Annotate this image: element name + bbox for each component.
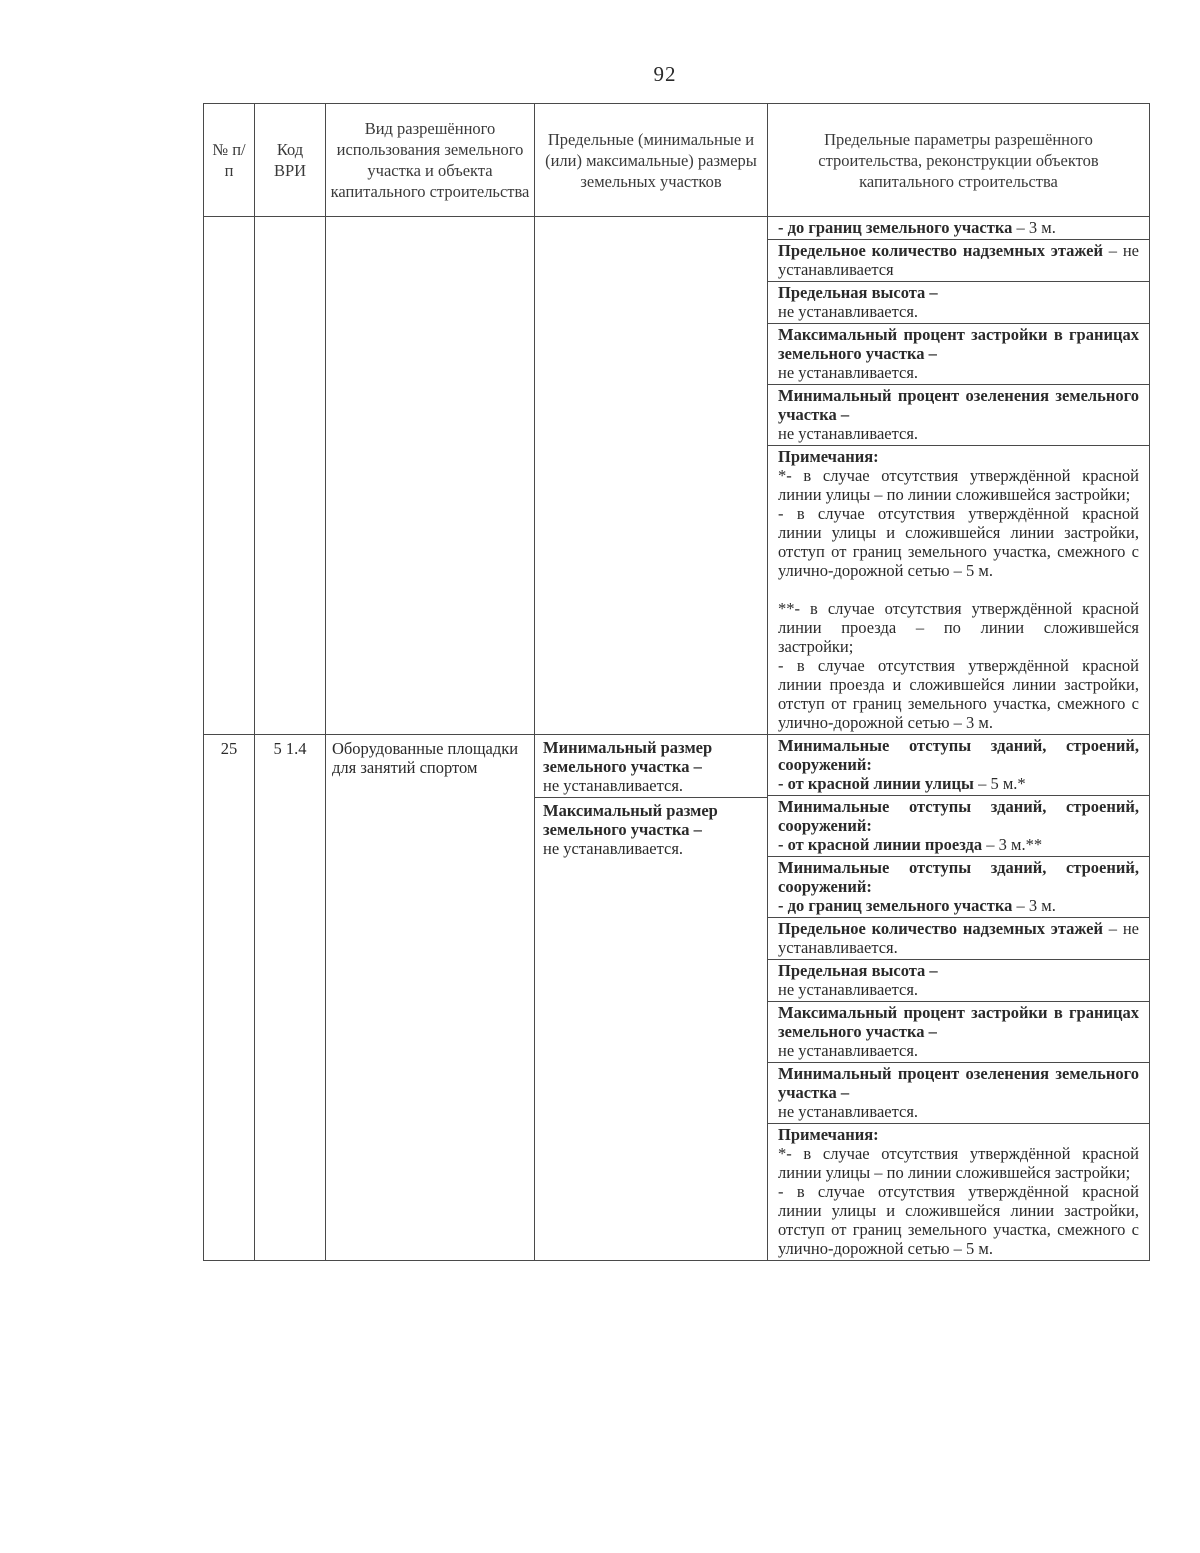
cell-number — [204, 217, 255, 735]
param-min-greenery: Минимальный процент озеленения земельного участка – не устанавливается. — [768, 1063, 1149, 1124]
page-number: 92 — [653, 62, 677, 86]
cell-plot-sizes — [535, 735, 768, 1261]
param-notes: Примечания: *- в случае отсутствия утверждённой красной линии улицы – по линии сложившейся застройки; - в случае отсутствия утверждённой красной линии улицы и сложившейся линии застройки, отступ от границ земельного участка, смежного с улично-дорожной сетью – 5 м. **- в случае отсутствия утверждённой красной линии проезда – по линии сложившейся застройки; - в случае отсутствия утверждённой красной линии проезда и сложившейся линии застройки, отступ от границ земельного участка, смежного с улично-дорожной сетью – 3 м. — [778, 447, 1139, 732]
cell-code — [255, 217, 326, 735]
param-notes: Примечания: *- в случае отсутствия утверждённой красной линии улицы – по линии сложившейся застройки; - в случае отсутствия утверждённой красной линии улицы и сложившейся линии застройки, отступ от границ земельного участка, смежного с улично-дорожной сетью – 5 м. — [778, 1125, 1139, 1258]
cell-plot-sizes — [535, 217, 768, 735]
header-construction-params: Предельные параметры разрешённого строительства, реконструкции объектов капитального строительства — [768, 104, 1150, 217]
table-row-continued — [204, 217, 1150, 735]
param-offset-driveway: Минимальные отступы зданий, строений, сооружений: - от красной линии проезда – 3 м.** — [768, 796, 1149, 857]
cell-params — [768, 735, 1150, 1261]
param-min-greenery: Минимальный процент озеленения земельного участка – не устанавливается. — [768, 385, 1149, 446]
max-plot-size: Максимальный размер земельного участка – не устанавливается. — [543, 801, 718, 858]
param-max-coverage: Максимальный процент застройки в границах земельного участка – не устанавливается. — [768, 324, 1149, 385]
cell-number: 25 — [204, 735, 255, 1261]
table-row-25 — [204, 735, 1150, 1261]
param-floors: Предельное количество надземных этажей – не устанавливается — [768, 240, 1149, 282]
param-floors: Предельное количество надземных этажей – не устанавливается. — [768, 918, 1149, 960]
min-plot-size: Минимальный размер земельного участка – не устанавливается. — [535, 735, 767, 798]
param-max-coverage: Максимальный процент застройки в границах земельного участка – не устанавливается. — [768, 1002, 1149, 1063]
cell-use-type — [326, 217, 535, 735]
param-offset-boundary: - до границ земельного участка – 3 м. — [768, 217, 1149, 240]
param-offset-street: Минимальные отступы зданий, строений, сооружений: - от красной линии улицы – 5 м.* — [768, 735, 1149, 796]
cell-params — [768, 217, 1150, 735]
header-number: № п/п — [204, 104, 255, 217]
param-height: Предельная высота – не устанавливается. — [768, 282, 1149, 324]
regulations-table — [203, 103, 1150, 1261]
header-use-type: Вид разрешённого использования земельного участка и объекта капитального строительства — [326, 104, 535, 217]
param-height: Предельная высота – не устанавливается. — [768, 960, 1149, 1002]
header-plot-sizes: Предельные (минимальные и (или) максимальные) размеры земельных участков — [535, 104, 768, 217]
table-header-row — [204, 104, 1150, 217]
param-offset-boundary: Минимальные отступы зданий, строений, сооружений: - до границ земельного участка – 3 м. — [768, 857, 1149, 918]
cell-code: 5 1.4 — [255, 735, 326, 1261]
cell-use-type: Оборудованные площадки для занятий спортом — [326, 735, 535, 1261]
header-code: Код ВРИ — [255, 104, 326, 217]
